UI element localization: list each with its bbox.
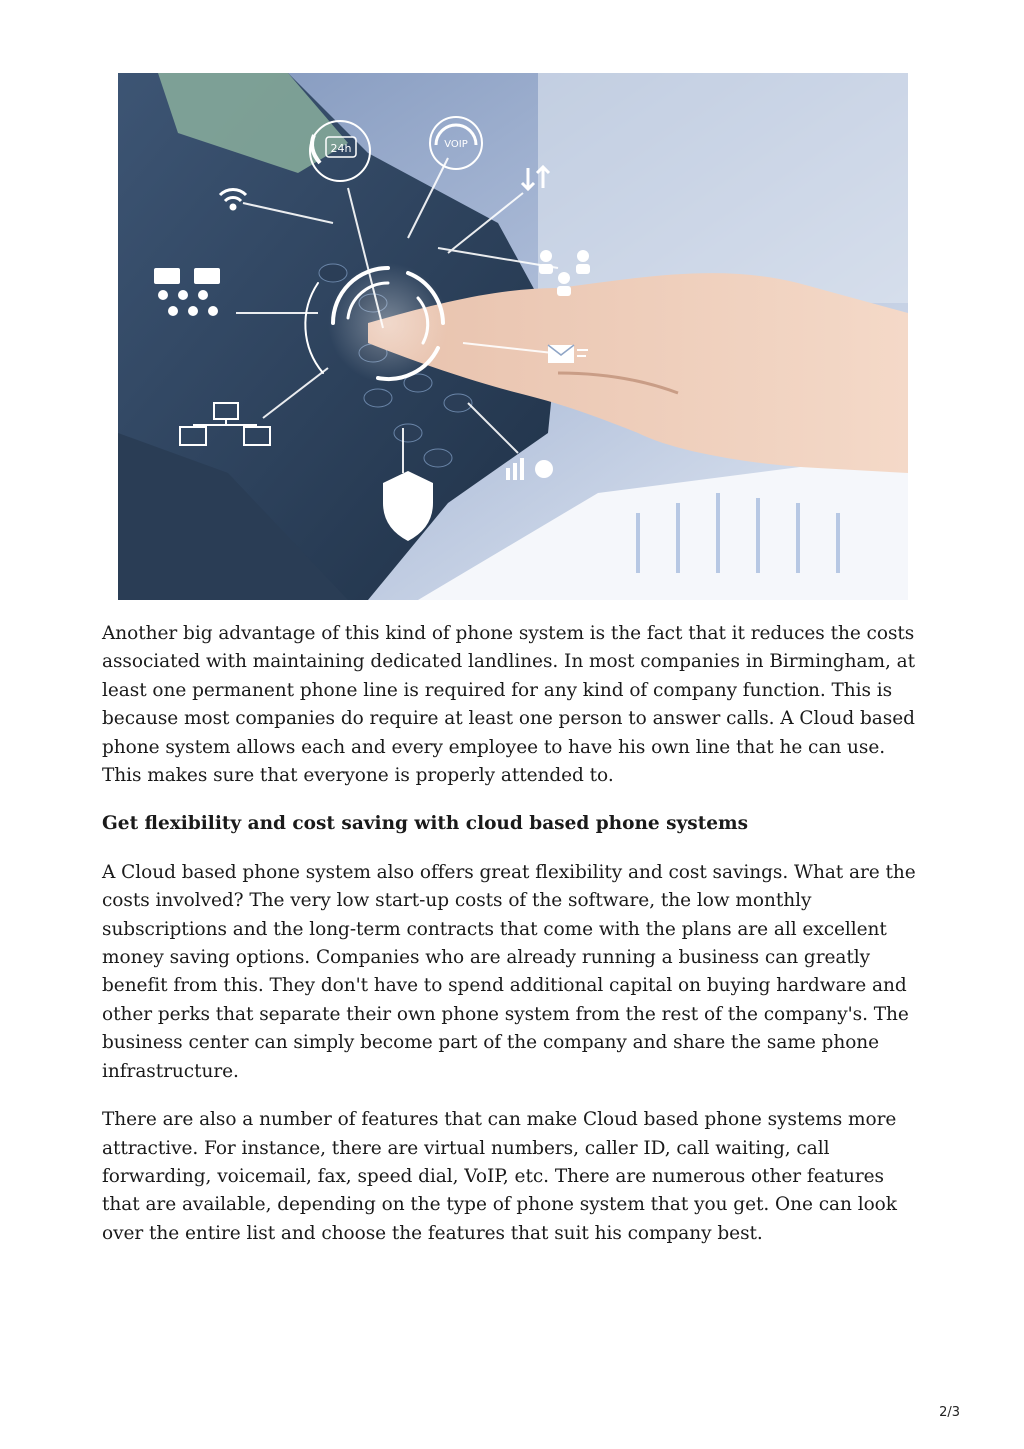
article-body bbox=[102, 620, 924, 1268]
article-paragraph-3: There are also a number of features that can make Cloud based phone systems more attractive. For instance, there are virtual numbers, caller ID, call waiting, call forwarding, voicemail, fax, speed dial, VoIP, etc. There are numerous other features that are available, depending on the type of phone system that you get. One can look over the entire list and choose the features that suit his company best. bbox=[102, 1109, 897, 1244]
article-paragraph-2: A Cloud based phone system also offers great flexibility and cost savings. What are the costs involved? The very low start-up costs of the software, the low monthly subscriptions and the long-term contracts that come with the plans are all excellent money saving options. Companies who are already running a business can greatly benefit from this. They don't have to spend additional capital on buying hardware and other perks that separate their own phone system from the rest of the company's. The business center can simply become part of the company and share the same phone infrastructure. bbox=[102, 861, 916, 1082]
section-heading: Get flexibility and cost saving with cloud based phone systems bbox=[102, 813, 749, 835]
hero-image bbox=[118, 73, 908, 600]
page-number: 2/3 bbox=[939, 1405, 960, 1420]
voip-badge-text: VOIP bbox=[444, 139, 468, 150]
article-paragraph-1: Another big advantage of this kind of phone system is the fact that it reduces the costs associated with maintaining dedicated landlines. In most companies in Birmingham, at least one permanent phone line is required for any kind of company function. This is because most companies do require at least one person to answer calls. A Cloud based phone system allows each and every employee to have his own line that he can use. This makes sure that everyone is properly attended to. bbox=[102, 623, 915, 787]
support-badge-text: 24h bbox=[330, 142, 352, 155]
